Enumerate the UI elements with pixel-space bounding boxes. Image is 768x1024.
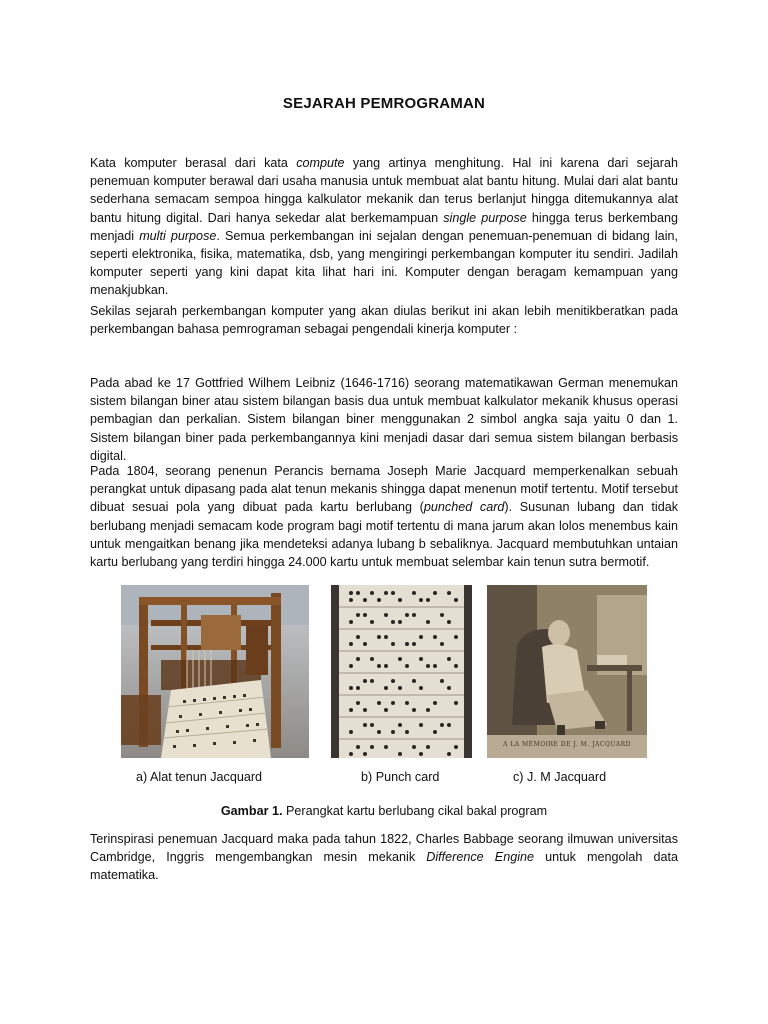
text-run: hingga terus berkembang menjadi: [90, 210, 678, 243]
figure-caption: [0, 804, 768, 818]
text-run: . Semua perkembangan ini sejalan dengan penemuan-penemuan di bidang lain, seperti elektronika, fisika, matematika, dsb, yang mengiringi perkembangan komputer itu sendiri. Jadilah komputer seperti yang kini dapat kita lihat hari ini. Komputer dengan beragam kemampuan yang menakjubkan.: [90, 228, 678, 298]
italic-run: Difference Engine: [426, 850, 535, 865]
figure-caption-text: Perangkat kartu berlubang cikal bakal program: [282, 804, 548, 818]
punch-card-photo: [331, 585, 472, 758]
italic-run: punched card: [423, 500, 505, 515]
paragraph-jacquard: [90, 462, 678, 571]
paragraph-babbage: [90, 830, 678, 885]
italic-run: compute: [296, 156, 345, 170]
text-run: yang artinya menghitung. Hal ini karena dari sejarah penemuan komputer berawal dari usaha manusia untuk membuat alat bantu hitung. Mulai dari alat bantu sederhana semacam sempoa hingga kalkulator mekanik dan terus berlanjut hingga ditemukannya alat bantu hitung digital. Dari hanya sekedar alat berkemampuan: [90, 156, 678, 225]
loom-photo: [121, 585, 309, 758]
figure-label: Gambar 1.: [220, 804, 283, 818]
text-run: Kata komputer berasal dari kata: [90, 156, 297, 170]
caption-jacquard: c) J. M Jacquard: [513, 770, 607, 784]
italic-run: multi purpose: [139, 228, 217, 243]
page-title: SEJARAH PEMROGRAMAN: [282, 95, 486, 112]
caption-loom: a) Alat tenun Jacquard: [136, 770, 263, 784]
paragraph-overview: Sekilas sejarah perkembangan komputer yang akan diulas berikut ini akan lebih menitikberatkan pada perkembangan bahasa pemrograman sebagai pengendali kinerja komputer :: [90, 304, 678, 337]
engraving-inscription: A LA MÉMOIRE DE J. M. JACQUARD: [503, 741, 631, 748]
italic-run: single purpose: [443, 210, 527, 225]
text-run: ). Susunan lubang dan tidak berlubang menjadi semacam kode program bagi motif tertentu di mana jarum akan lolos menembus kain untuk mengaitkan benang jika mendeteksi adanya lubang b sebaliknya. Jacquard membutuhkan untaian kartu berlubang yang terdiri hingga 24.000 kartu untuk membuat selembar kain tenun sutra bermotif.: [90, 500, 678, 570]
paragraph-leibniz: Pada abad ke 17 Gottfried Wilhem Leibniz (1646-1716) seorang matematikawan German menemukan sistem bilangan biner atau sistem bilangan basis dua untuk membuat kalkulator mekanik khusus operasi pembagian dan perkalian. Sistem bilangan biner menggunakan 2 simbol angka saja yaitu 0 dan 1. Sistem bilangan biner pada perkembangannya kini menjadi dasar dari semua sistem bilangan berbasis digital.: [90, 376, 678, 463]
jacquard-portrait: [487, 585, 647, 758]
text-run: untuk mengolah data matematika.: [90, 850, 678, 883]
text-run: Pada 1804, seorang penenun Perancis bernama Joseph Marie Jacquard memperkenalkan sebuah perangkat untuk dipasang pada alat tenun mekanis shingga dapat menenun motif tertentu. Motif tersebut dibuat sesuai pola yang dibuat pada kartu berlubang (: [90, 464, 678, 515]
text-run: Terinspirasi penemuan Jacquard maka pada tahun 1822, Charles Babbage seorang ilmuwan universitas Cambridge, Inggris mengembangkan mesin mekanik: [90, 832, 678, 865]
paragraph-intro: [90, 154, 678, 300]
caption-punch-card: b) Punch card: [361, 770, 440, 784]
